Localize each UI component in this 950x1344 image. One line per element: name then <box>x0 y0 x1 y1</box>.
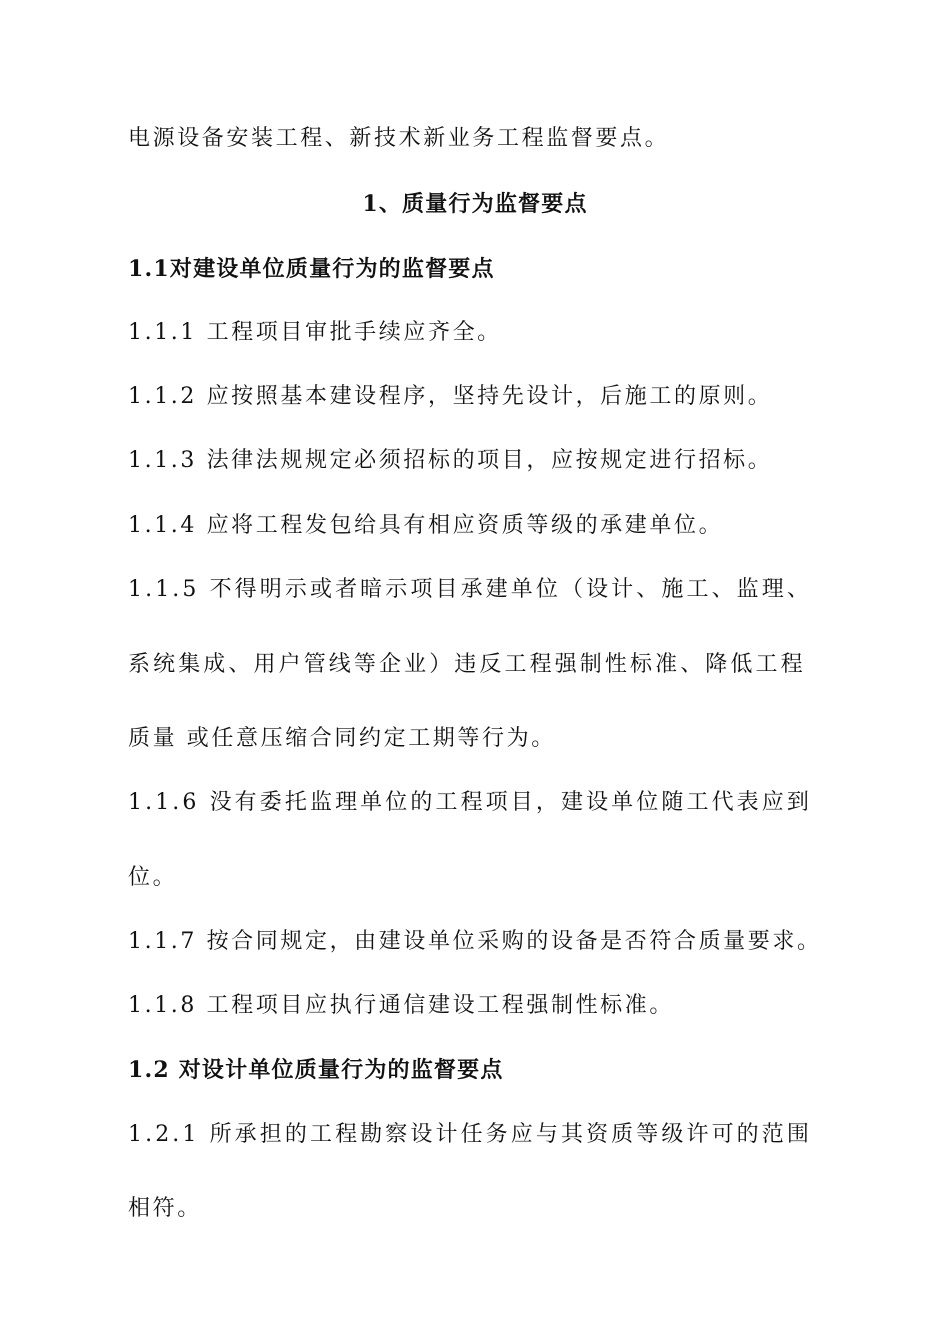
clause-1-2-1-line-1: 1.2.1 所承担的工程勘察设计任务应与其资质等级许可的范围 <box>128 1122 812 1147</box>
clause-1-2-1-line-2: 相符。 <box>128 1196 202 1221</box>
section-heading-1: 1、质量行为监督要点 <box>362 191 588 217</box>
clause-1-1-6-line-2: 位。 <box>128 865 178 890</box>
subsection-heading-1-1: 1.1对建设单位质量行为的监督要点 <box>128 256 495 282</box>
clause-1-1-8: 1.1.8 工程项目应执行通信建设工程强制性标准。 <box>128 993 674 1018</box>
clause-1-1-5-line-1: 1.1.5 不得明示或者暗示项目承建单位（设计、施工、监理、 <box>128 577 812 602</box>
subsection-heading-1-2: 1.2 对设计单位质量行为的监督要点 <box>128 1057 504 1083</box>
clause-1-1-1: 1.1.1 工程项目审批手续应齐全。 <box>128 320 502 345</box>
clause-1-1-3: 1.1.3 法律法规规定必须招标的项目，应按规定进行招标。 <box>128 448 773 473</box>
clause-1-1-2: 1.1.2 应按照基本建设程序，坚持先设计，后施工的原则。 <box>128 384 773 409</box>
clause-1-1-4: 1.1.4 应将工程发包给具有相应资质等级的承建单位。 <box>128 513 724 538</box>
clause-1-1-5-line-3: 质量 或任意压缩合同约定工期等行为。 <box>128 726 556 751</box>
clause-1-1-7: 1.1.7 按合同规定，由建设单位采购的设备是否符合质量要求。 <box>128 929 822 954</box>
clause-1-1-5-line-2: 系统集成、用户管线等企业）违反工程强制性标准、降低工程 <box>128 652 806 677</box>
clause-1-1-6-line-1: 1.1.6 没有委托监理单位的工程项目，建设单位随工代表应到 <box>128 790 812 815</box>
intro-paragraph-end: 电源设备安装工程、新技术新业务工程监督要点。 <box>128 126 670 151</box>
